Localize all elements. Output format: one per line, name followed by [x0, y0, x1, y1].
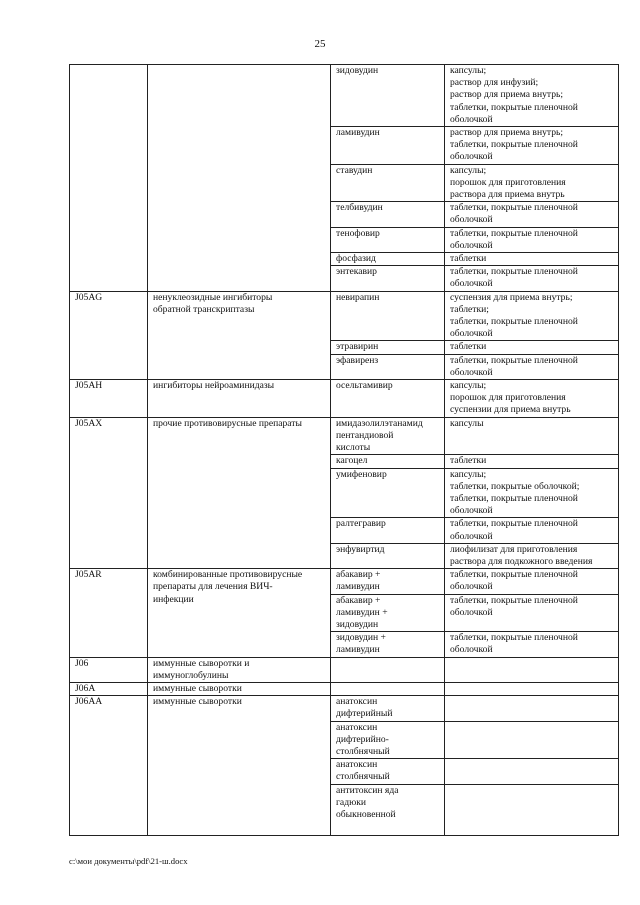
form-cell — [445, 696, 619, 721]
table-row — [70, 65, 619, 127]
form-cell: таблетки, покрытые пленочной оболочкой — [445, 518, 619, 543]
table-row — [70, 682, 619, 695]
group-cell: комбинированные противовирусные препараты для лечения ВИЧ- инфекции — [148, 569, 331, 657]
drug-table — [69, 64, 619, 836]
form-cell — [445, 657, 619, 682]
drug-cell: эфавиренз — [331, 354, 445, 379]
drug-cell — [331, 657, 445, 682]
drug-cell: этравирин — [331, 341, 445, 354]
drug-cell: ралтегравир — [331, 518, 445, 543]
drug-cell — [331, 682, 445, 695]
form-cell: капсулы; раствор для инфузий; раствор для приема внутрь; таблетки, покрытые пленочной оболочкой — [445, 65, 619, 127]
drug-cell: фосфазид — [331, 253, 445, 266]
form-cell: таблетки, покрытые пленочной оболочкой — [445, 594, 619, 632]
atc-code-cell — [70, 65, 148, 292]
atc-code-cell: J06 — [70, 657, 148, 682]
form-cell: таблетки — [445, 253, 619, 266]
table-row — [70, 380, 619, 418]
group-cell: прочие противовирусные препараты — [148, 417, 331, 568]
drug-cell: зидовудин — [331, 65, 445, 127]
form-cell: таблетки, покрытые пленочной оболочкой — [445, 569, 619, 594]
page-number: 25 — [314, 38, 326, 50]
group-cell: иммунные сыворотки и иммуноглобулины — [148, 657, 331, 682]
drug-cell: тенофовир — [331, 227, 445, 252]
form-cell: раствор для приема внутрь; таблетки, покрытые пленочной оболочкой — [445, 127, 619, 165]
atc-code-cell: J05AH — [70, 380, 148, 418]
form-cell: капсулы; таблетки, покрытые оболочкой; таблетки, покрытые пленочной оболочкой — [445, 468, 619, 518]
form-cell: таблетки, покрытые пленочной оболочкой — [445, 202, 619, 227]
drug-cell: умифеновир — [331, 468, 445, 518]
form-cell: таблетки, покрытые пленочной оболочкой — [445, 354, 619, 379]
atc-code-cell: J05AR — [70, 569, 148, 657]
form-cell: таблетки — [445, 455, 619, 468]
group-cell: иммунные сыворотки — [148, 682, 331, 695]
drug-cell: антитоксин яда гадюки обыкновенной — [331, 784, 445, 835]
table-row — [70, 291, 619, 341]
drug-cell: анатоксин столбнячный — [331, 759, 445, 784]
form-cell — [445, 721, 619, 759]
drug-cell: имидазолилэтанамид пентандиовой кислоты — [331, 417, 445, 455]
group-cell: ингибиторы нейроаминидазы — [148, 380, 331, 418]
atc-code-cell: J06A — [70, 682, 148, 695]
drug-cell: осельтамивир — [331, 380, 445, 418]
atc-code-cell: J05AG — [70, 291, 148, 379]
drug-cell: энтекавир — [331, 266, 445, 291]
table-row — [70, 657, 619, 682]
form-cell: суспензия для приема внутрь; таблетки; таблетки, покрытые пленочной оболочкой — [445, 291, 619, 341]
form-cell — [445, 682, 619, 695]
drug-cell: зидовудин + ламивудин — [331, 632, 445, 657]
form-cell: таблетки, покрытые пленочной оболочкой — [445, 227, 619, 252]
drug-cell: анатоксин дифтерийно- столбнячный — [331, 721, 445, 759]
form-cell: капсулы; порошок для приготовления раствора для приема внутрь — [445, 164, 619, 202]
form-cell: таблетки — [445, 341, 619, 354]
form-cell — [445, 784, 619, 835]
drug-cell: абакавир + ламивудин — [331, 569, 445, 594]
drug-cell: невирапин — [331, 291, 445, 341]
table-row — [70, 417, 619, 455]
group-cell: иммунные сыворотки — [148, 696, 331, 835]
drug-cell: анатоксин дифтерийный — [331, 696, 445, 721]
form-cell: капсулы; порошок для приготовления суспензии для приема внутрь — [445, 380, 619, 418]
form-cell: капсулы — [445, 417, 619, 455]
drug-cell: энфувиртид — [331, 543, 445, 568]
drug-cell: ламивудин — [331, 127, 445, 165]
form-cell — [445, 759, 619, 784]
table-row — [70, 569, 619, 594]
form-cell: лиофилизат для приготовления раствора для подкожного введения — [445, 543, 619, 568]
group-cell — [148, 65, 331, 292]
drug-cell: ставудин — [331, 164, 445, 202]
drug-cell: абакавир + ламивудин + зидовудин — [331, 594, 445, 632]
atc-code-cell: J06AA — [70, 696, 148, 835]
atc-code-cell: J05AX — [70, 417, 148, 568]
table-row — [70, 696, 619, 721]
group-cell: ненуклеозидные ингибиторы обратной транскриптазы — [148, 291, 331, 379]
footer-file-path: c:\мои документы\pdf\21-ш.docx — [69, 856, 188, 866]
form-cell: таблетки, покрытые пленочной оболочкой — [445, 632, 619, 657]
drug-cell: телбивудин — [331, 202, 445, 227]
drug-cell: кагоцел — [331, 455, 445, 468]
form-cell: таблетки, покрытые пленочной оболочкой — [445, 266, 619, 291]
